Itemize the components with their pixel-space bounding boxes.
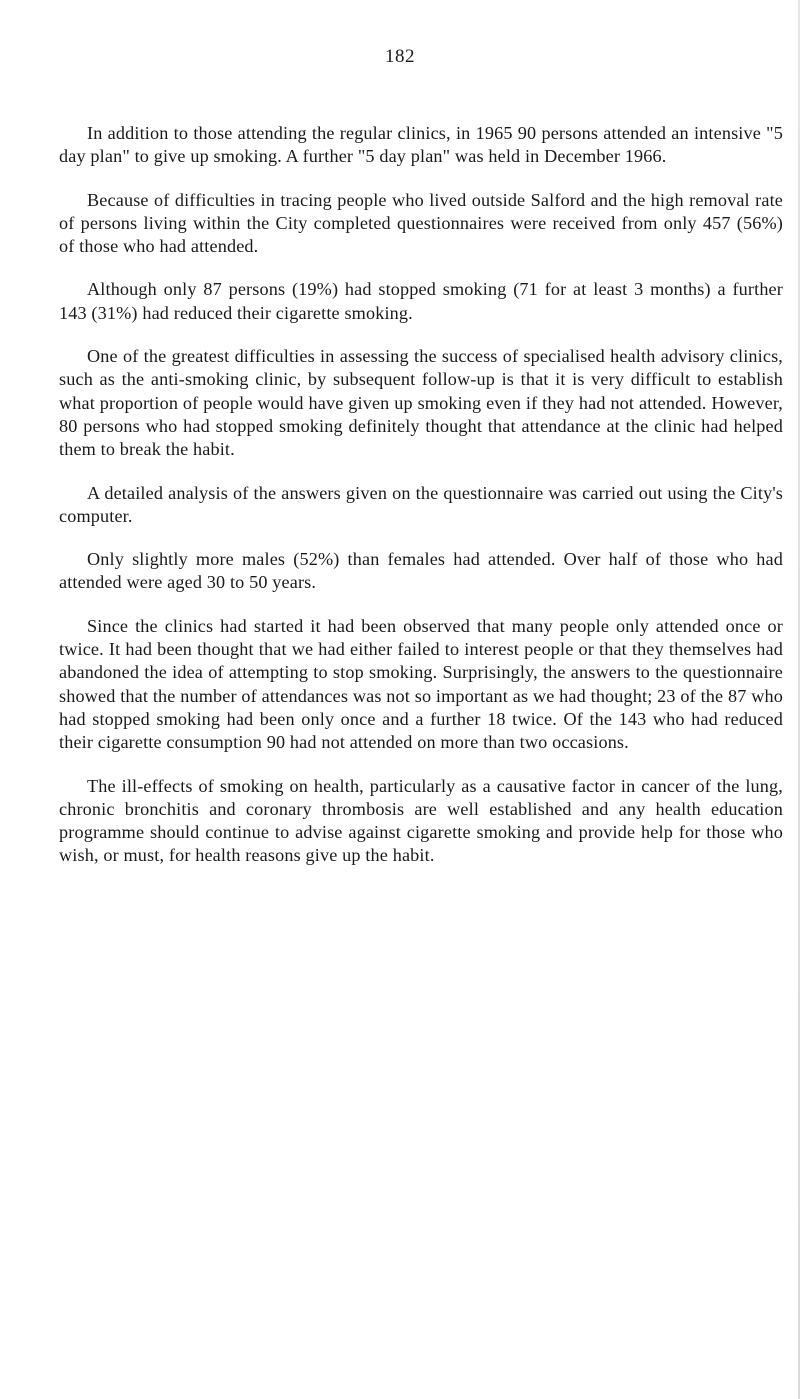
paragraph-health-effects: The ill-effects of smoking on health, particularly as a causative factor in cancer of the lung, chronic bronchitis and coronary thrombosis are well established and any health education programme should continue to advise against cigarette smoking and provide help for those who wish, or must, for health reasons give up the habit. <box>59 775 783 866</box>
paragraph-five-day-plan: In addition to those attending the regular clinics, in 1965 90 persons attended an intensive "5 day plan" to give up smoking. A further "5 day plan" was held in December 1966. <box>59 123 783 167</box>
paragraph-assessment-difficulties: One of the greatest difficulties in assessing the success of specialised health advisory clinics, such as the anti-smoking clinic, by subsequent follow-up is that it is very difficult to establish what proportion of people would have given up smoking even if they had not attended. However, 80 persons who had stopped smoking definitely thought that attendance at the clinic had helped them to break the habit. <box>59 346 783 460</box>
page-body <box>59 122 783 888</box>
page-number: 182 <box>385 46 415 67</box>
paragraph-attendance-frequency: Since the clinics had started it had been observed that many people only attended once or twice. It had been thought that we had either failed to interest people or that they themselves had abandoned the idea of attempting to stop smoking. Surprisingly, the answers to the questionnaire showed that the number of attendances was not so important as we had thought; 23 of the 87 who had stopped smoking had been only once and a further 18 twice. Of the 143 who had reduced their cigarette consumption 90 had not attended on more than two occasions. <box>59 615 783 753</box>
paragraph-stopped-smoking: Although only 87 persons (19%) had stopped smoking (71 for at least 3 months) a further 143 (31%) had reduced their cigarette smoking. <box>59 279 783 323</box>
paragraph-analysis: A detailed analysis of the answers given on the questionnaire was carried out using the City's computer. <box>59 482 783 526</box>
paragraph-questionnaires: Because of difficulties in tracing people who lived outside Salford and the high removal rate of persons living within the City completed questionnaires were received from only 457 (56%) of those who had attended. <box>59 189 783 257</box>
paragraph-attendance-demographics: Only slightly more males (52%) than females had attended. Over half of those who had attended were aged 30 to 50 years. <box>59 549 783 593</box>
